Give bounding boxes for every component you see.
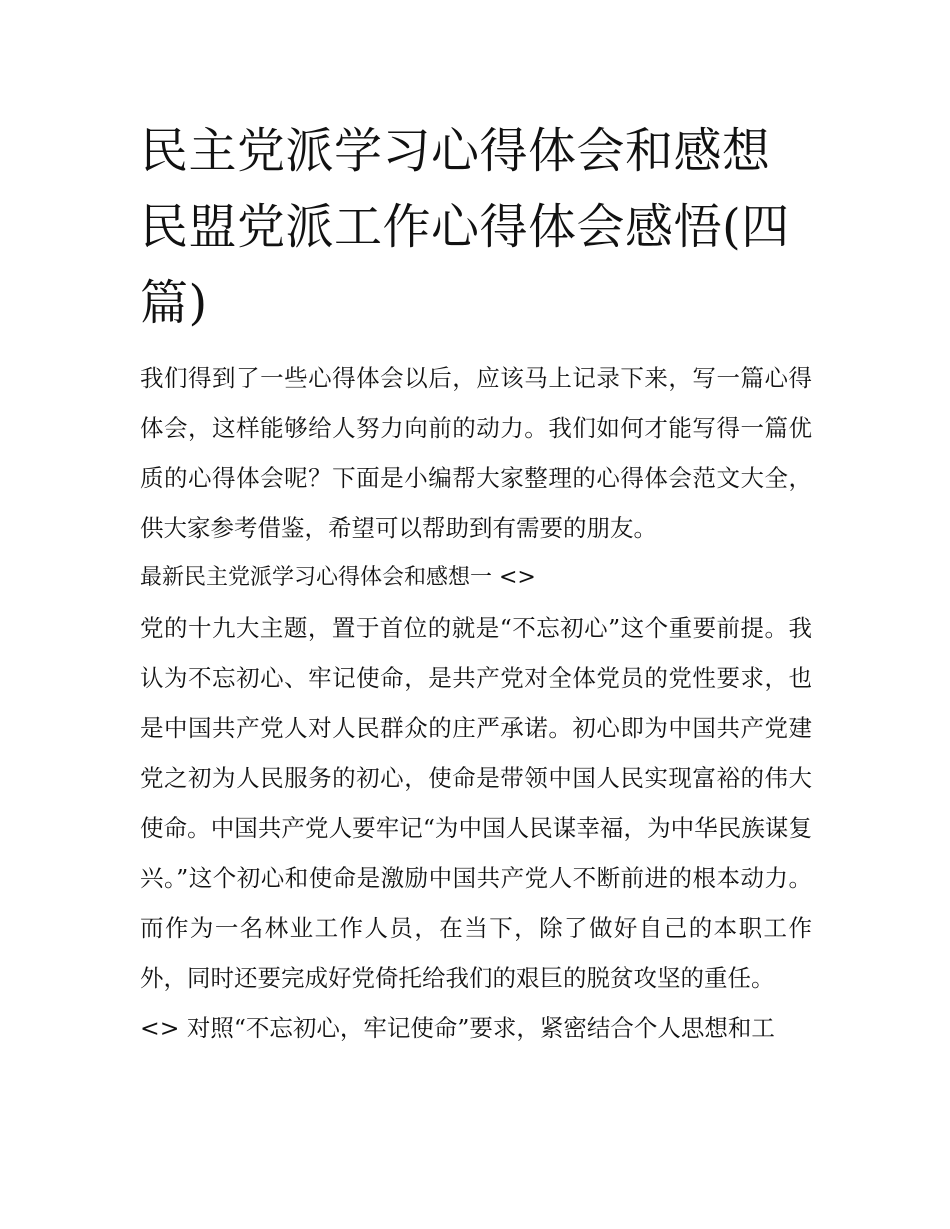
body-paragraph-2: <> 对照“不忘初心，牢记使命”要求，紧密结合个人思想和工 [140,1014,775,1042]
body-paragraph-1: 党的十九大主题，置于首位的就是“不忘初心”这个重要前提。我认为不忘初心、牢记使命，是共产党对全体党员的党性要求，也是中国共产党人对人民群众的庄严承诺。初心即为中国共产党建党之初为人民服务的初心，使命是带领中国人民实现富裕的伟大使命。中国共产党人要牢记“为中国人民谋幸福，为中华民族谋复兴。”这个初心和使命是激励中国共产党人不断前进的根本动力。而作为一名林业工作人员，在当下，除了做好自己的本职工作外，同时还要完成好党倚托给我们的艰巨的脱贫攻坚的重任。 [140,614,812,992]
document-title: 民主党派学习心得体会和感想民盟党派工作心得体会感悟(四篇) [140,123,790,331]
document-body [140,353,820,1053]
section-heading: 最新民主党派学习心得体会和感想一 <> [140,565,536,590]
intro-paragraph: 我们得到了一些心得体会以后，应该马上记录下来，写一篇心得体会，这样能够给人努力向前的动力。我们如何才能写得一篇优质的心得体会呢？下面是小编帮大家整理的心得体会范文大全，供大家参考借鉴，希望可以帮助到有需要的朋友。 [140,364,812,542]
document-content [140,113,820,1053]
